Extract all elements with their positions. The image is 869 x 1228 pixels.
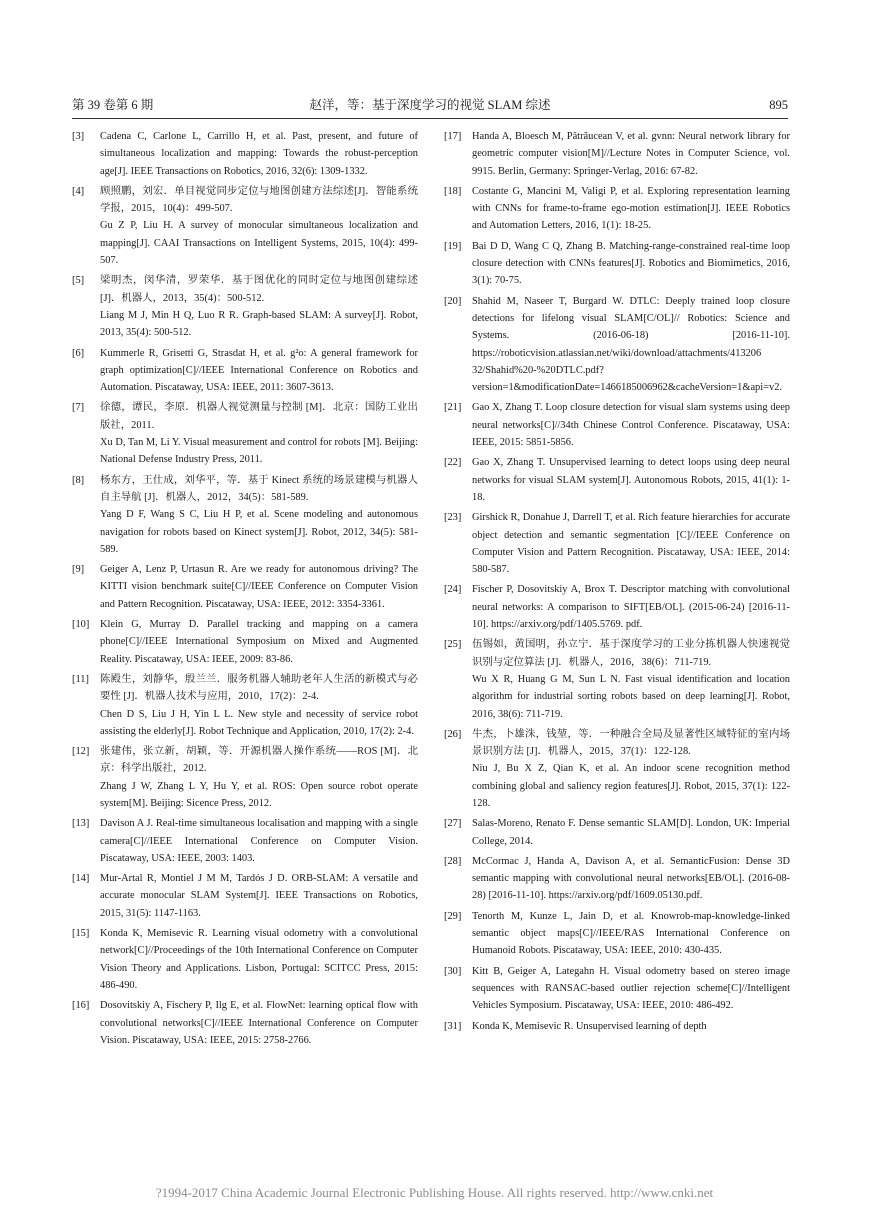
reference-item <box>72 472 418 558</box>
reference-number: [8] <box>72 474 85 486</box>
reference-text: Konda K, Memisevic R. Unsupervised learning of depth <box>472 1020 707 1032</box>
reference-number: [24] <box>444 584 462 596</box>
reference-text: 张建伟，张立新，胡颖，等．开源机器人操作系统——ROS [M]．北京：科学出版社，2012. <box>100 746 418 775</box>
reference-item <box>444 183 790 235</box>
reference-text: Niu J, Bu X Z, Qian K, et al. An indoor scene recognition method combining global and saliency region features[J]. Robot, 2015, 37(1): 122-128. <box>472 763 790 809</box>
reference-item <box>72 128 418 180</box>
reference-text: 牛杰，卜雄洙，钱堃，等．一种融合全局及显著性区域特征的室内场景识别方法 [J]．机器人，2015，37(1)：122-128. <box>472 728 790 758</box>
reference-text: 顾照鹏，刘宏．单目视觉同步定位与地图创建方法综述[J]．智能系统学报，2015，10(4)：499-507. <box>100 185 418 215</box>
reference-text: Costante G, Mancini M, Valigi P, et al. Exploring representation learning with CNNs for frame-to-frame ego-motion estimation[J]. IEEE Robotics and Automation Letters, 2016, 1(1): 18-25. <box>472 185 790 232</box>
reference-item <box>444 963 790 1015</box>
reference-text: Gao X, Zhang T. Unsupervised learning to detect loops using deep neural networks for visual SLAM system[J]. Autonomous Robots, 2015, 41(1): 1-18. <box>472 457 790 503</box>
reference-item <box>444 908 790 960</box>
reference-item <box>444 581 790 633</box>
reference-text: Davison A J. Real-time simultaneous localisation and mapping with a single camera[C]//IEEE International Conference on Computer Vision. Piscataway, USA: IEEE, 2003: 1403. <box>100 818 418 864</box>
reference-text: Shahid M, Naseer T, Burgard W. DTLC: Deeply trained loop closure detections for lifelong visual SLAM[C/OL]// Robotics: Science and Systems. (2016-06-18) [2016-11-10]. https://roboticvision.atlassian.net/wiki/download/attachments/413206 32/Shahid%20-%20DTLC.pdf?version=1&modificationDate=1466185006962&cacheVersion=1&api=v2. <box>472 295 790 394</box>
reference-number: [12] <box>72 746 90 758</box>
reference-item <box>72 561 418 613</box>
reference-number: [23] <box>444 512 462 524</box>
reference-text: Salas-Moreno, Renato F. Dense semantic SLAM[D]. London, UK: Imperial College, 2014. <box>472 818 790 847</box>
reference-item <box>72 272 418 341</box>
reference-number: [27] <box>444 818 462 830</box>
reference-item <box>72 997 418 1049</box>
reference-number: [15] <box>72 928 90 940</box>
reference-item <box>444 293 790 397</box>
reference-text: Cadena C, Carlone L, Carrillo H, et al. Past, present, and future of simultaneous localization and mapping: Towards the robust-perception age[J]. IEEE Transactions on Robotics, 2016, 32(6): 1309-1332. <box>100 131 418 177</box>
reference-number: [19] <box>444 240 462 252</box>
reference-item <box>72 815 418 867</box>
reference-item <box>72 183 418 269</box>
reference-item <box>444 128 790 180</box>
reference-number: [14] <box>72 873 90 885</box>
reference-number: [29] <box>444 910 462 922</box>
reference-item <box>72 870 418 922</box>
reference-item <box>444 636 790 722</box>
article-running-title: 赵洋，等：基于深度学习的视觉 SLAM 综述 <box>309 98 551 112</box>
reference-text: Fischer P, Dosovitskiy A, Brox T. Descriptor matching with convolutional neural networks: A comparison to SIFT[EB/OL]. (2015-06-24) [2016-11-10]. https://arxiv.org/pdf/1405.5769. pdf. <box>472 584 790 631</box>
reference-text: Mur-Artal R, Montiel J M M, Tardós J D. ORB-SLAM: A versatile and accurate monocular SLAM System[J]. IEEE Transactions on Robotics, 2015, 31(5): 1147-1163. <box>100 873 418 919</box>
reference-item <box>72 925 418 994</box>
reference-text: Klein G, Murray D. Parallel tracking and mapping on a camera phone[C]//IEEE International Symposium on Mixed and Augmented Reality. Piscataway, USA: IEEE, 2009: 83-86. <box>100 619 418 665</box>
reference-item <box>444 238 790 290</box>
reference-number: [16] <box>72 1000 90 1012</box>
reference-item <box>72 671 418 740</box>
reference-number: [6] <box>72 347 85 359</box>
reference-item <box>444 509 790 578</box>
reference-number: [25] <box>444 639 462 651</box>
reference-number: [21] <box>444 402 462 414</box>
reference-text: 徐德，谭民，李原．机器人视觉测量与控制 [M]．北京：国防工业出版社，2011. <box>100 402 418 431</box>
reference-item <box>444 853 790 905</box>
reference-number: [4] <box>72 185 85 197</box>
reference-text: Xu D, Tan M, Li Y. Visual measurement and control for robots [M]. Beijing: National Defense Industry Press, 2011. <box>100 437 418 466</box>
references-left-column <box>72 128 418 1052</box>
reference-item <box>72 743 418 812</box>
reference-number: [28] <box>444 855 462 867</box>
reference-item <box>444 399 790 451</box>
page-number: 895 <box>769 98 788 112</box>
reference-number: [31] <box>444 1020 462 1032</box>
reference-text: 杨东方，王仕成，刘华平，等．基于 Kinect 系统的场景建模与机器人自主导航 [J]．机器人，2012，34(5)：581-589. <box>100 474 418 503</box>
reference-item <box>72 345 418 397</box>
reference-text: Girshick R, Donahue J, Darrell T, et al. Rich feature hierarchies for accurate object detection and semantic segmentation [C]//IEEE Conference on Computer Vision and Pattern Recognition. Piscataway, USA: IEEE, 2014: 580-587. <box>472 512 790 576</box>
reference-text: McCormac J, Handa A, Davison A, et al. SemanticFusion: Dense 3D semantic mapping with convolutional neural networks[EB/OL]. (2016-08-28) [2016-11-10]. https://arxiv.org/pdf/1609.05130.pdf. <box>472 855 790 902</box>
reference-text: Gu Z P, Liu H. A survey of monocular simultaneous localization and mapping[J]. CAAI Transactions on Intelligent Systems, 2015, 10(4): 499-507. <box>100 220 418 267</box>
reference-number: [7] <box>72 402 85 414</box>
reference-text: 陈殿生，刘静华，殷兰兰．服务机器人辅助老年人生活的新模式与必要性 [J]．机器人技术与应用，2010，17(2)：2-4. <box>100 673 418 703</box>
reference-number: [20] <box>444 295 462 307</box>
reference-number: [3] <box>72 131 85 142</box>
reference-number: [17] <box>444 131 462 142</box>
reference-item <box>444 726 790 812</box>
reference-text: Kitt B, Geiger A, Lategahn H. Visual odometry based on stereo image sequences with RANSAC-based outlier rejection scheme[C]//Intelligent Vehicles Symposium. Piscataway, USA: IEEE, 2010: 486-492. <box>472 965 790 1012</box>
reference-text: Handa A, Bloesch M, Pătrăucean V, et al. gvnn: Neural network library for geometric computer vision[M]//Lecture Notes in Computer Science, vol. 9915. Berlin, Germany: Springer-Verlag, 2016: 67-82. <box>472 131 790 177</box>
references-right-column <box>444 128 790 1038</box>
reference-number: [30] <box>444 965 462 977</box>
reference-item <box>444 1018 790 1035</box>
reference-text: 梁明杰，闵华清，罗荣华．基于图优化的同时定位与地图创建综述 [J]．机器人，2013，35(4)：500-512. <box>100 275 418 304</box>
reference-text: Dosovitskiy A, Fischery P, Ilg E, et al. FlowNet: learning optical flow with convolutional networks[C]//IEEE International Conference on Computer Vision. Piscataway, USA: IEEE, 2015: 2758-2766. <box>100 1000 418 1046</box>
reference-text: Chen D S, Liu J H, Yin L L. New style and necessity of service robot assisting the elderly[J]. Robot Technique and Application, 2010, 17(2): 2-4. <box>100 708 418 737</box>
reference-text: Zhang J W, Zhang L Y, Hu Y, et al. ROS: Open source robot operate system[M]. Beijing: Sicence Press, 2012. <box>100 780 418 809</box>
reference-number: [13] <box>72 818 90 830</box>
reference-item <box>444 454 790 506</box>
reference-text: Yang D F, Wang S C, Liu H P, et al. Scene modeling and autonomous navigation for robots based on Kinect system[J]. Robot, 2012, 34(5): 581-589. <box>100 509 418 555</box>
reference-text: Kummerle R, Grisetti G, Strasdat H, et al. g²o: A general framework for graph optimization[C]//IEEE International Conference on Robotics and Automation. Piscataway, USA: IEEE, 2011: 3607-3613. <box>100 347 418 394</box>
reference-number: [22] <box>444 457 462 469</box>
reference-item <box>72 399 418 468</box>
header-rule <box>72 118 788 119</box>
reference-text: Geiger A, Lenz P, Urtasun R. Are we ready for autonomous driving? The KITTI vision benchmark suite[C]//IEEE Conference on Computer Vision and Pattern Recognition. Piscataway, USA: IEEE, 2012: 3354-3361. <box>100 564 418 610</box>
reference-text: Tenorth M, Kunze L, Jain D, et al. Knowrob-map-knowledge-linked semantic object maps[C]//IEEE/RAS International Conference on Humanoid Robots. Piscataway, USA: IEEE, 2010: 430-435. <box>472 910 790 957</box>
reference-number: [26] <box>444 728 462 740</box>
reference-text: Wu X R, Huang G M, Sun L N. Fast visual identification and location algorithm for industrial sorting robots based on deep learning[J]. Robot, 2016, 38(6): 711-719. <box>472 673 790 720</box>
reference-number: [11] <box>72 673 89 685</box>
reference-text: 伍锡如，黄国明，孙立宁．基于深度学习的工业分拣机器人快速视觉识别与定位算法 [J]．机器人，2016，38(6)：711-719. <box>472 639 790 668</box>
reference-text: Gao X, Zhang T. Loop closure detection for visual slam systems using deep neural networks[C]//34th Chinese Control Conference. Piscataway, USA: IEEE, 2015: 5851-5856. <box>472 402 790 449</box>
reference-number: [5] <box>72 275 85 287</box>
copyright-footer: ?1994-2017 China Academic Journal Electronic Publishing House. All rights reserved. http://www.cnki.net <box>155 1185 714 1200</box>
reference-item <box>72 616 418 668</box>
reference-item <box>444 815 790 850</box>
reference-number: [10] <box>72 619 90 631</box>
reference-number: [9] <box>72 564 85 576</box>
journal-volume-issue: 第 39 卷第 6 期 <box>72 98 154 112</box>
reference-text: Konda K, Memisevic R. Learning visual odometry with a convolutional network[C]//Proceedings of the 10th International Conference on Computer Vision Theory and Applications. Lisbon, Portugal: SCITCC Press, 2015: 486-490. <box>100 928 418 991</box>
reference-text: Bai D D, Wang C Q, Zhang B. Matching-range-constrained real-time loop closure detection with CNNs features[J]. Robotics and Biomimetics, 2016, 3(1): 70-75. <box>472 240 790 287</box>
running-header <box>72 95 788 115</box>
reference-number: [18] <box>444 185 462 197</box>
reference-text: Liang M J, Min H Q, Luo R R. Graph-based SLAM: A survey[J]. Robot, 2013, 35(4): 500-512. <box>100 309 418 339</box>
